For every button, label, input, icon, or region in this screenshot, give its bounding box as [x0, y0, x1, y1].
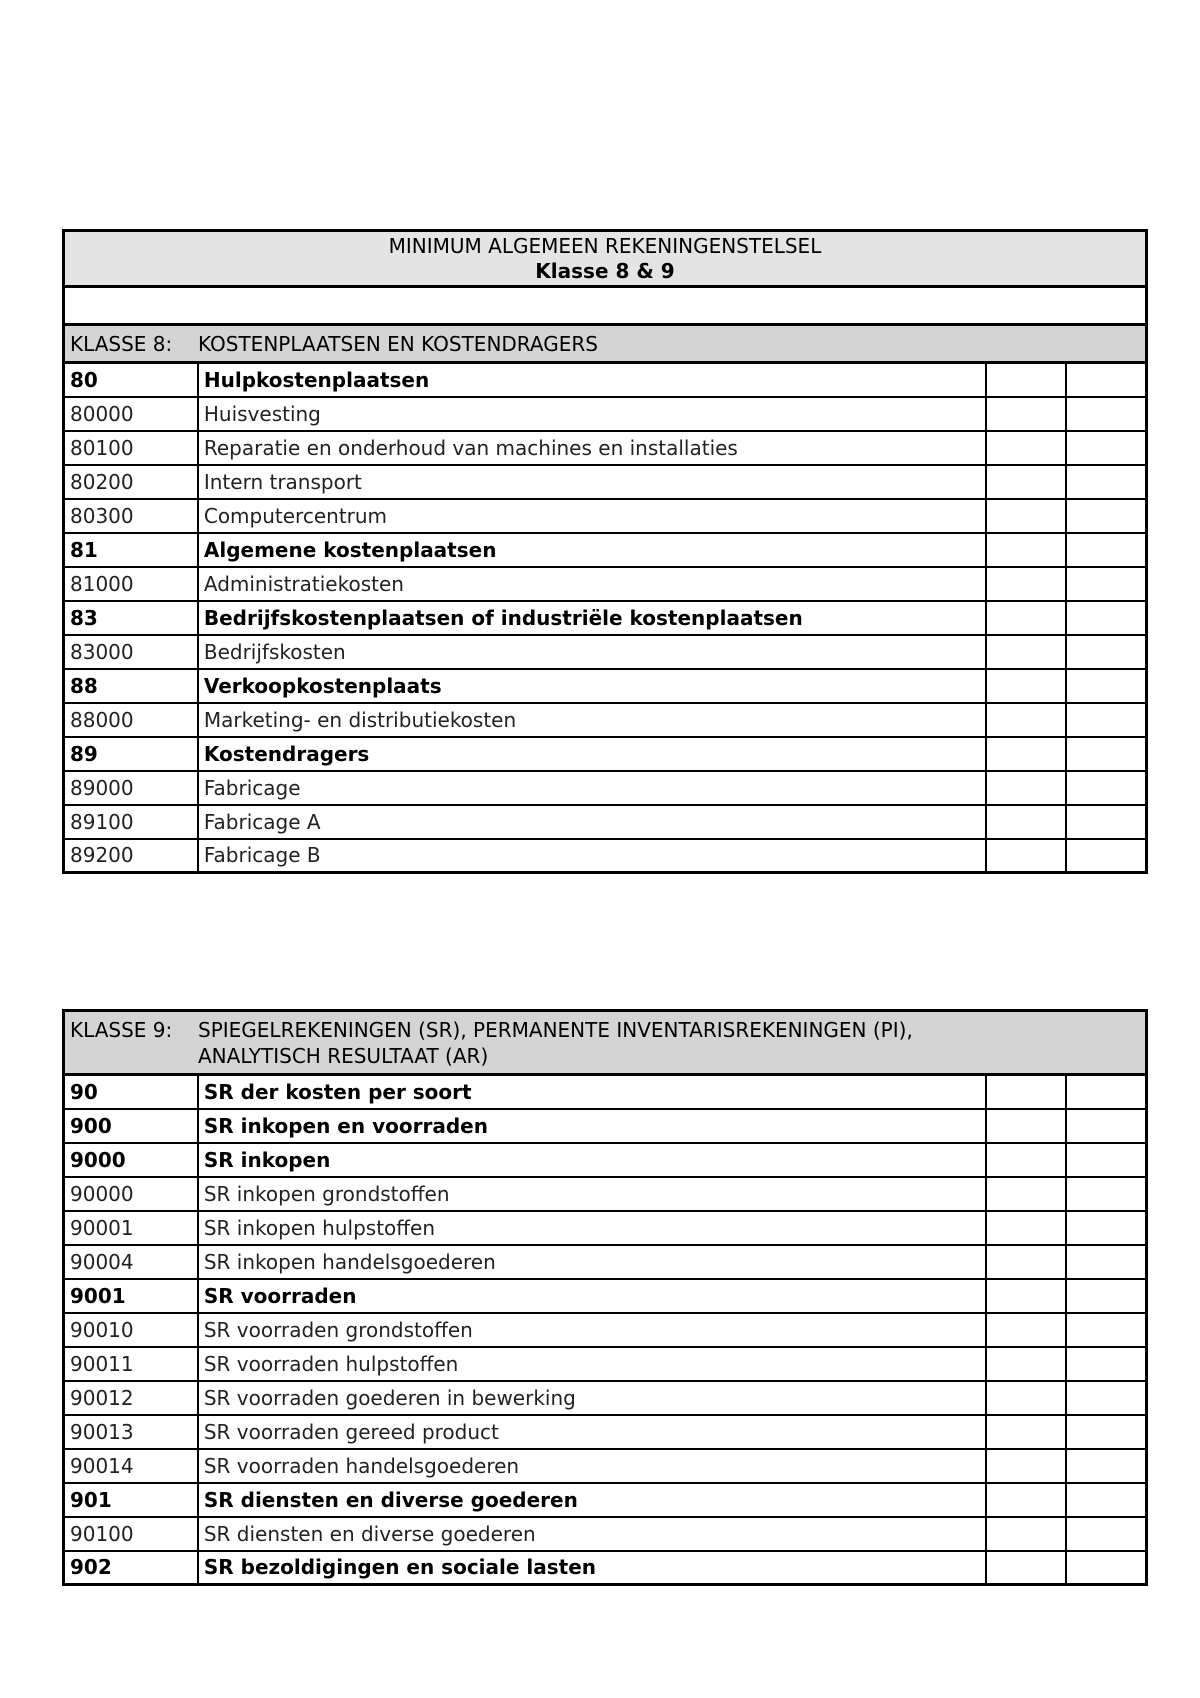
empty-cell-b — [1066, 737, 1146, 771]
account-row — [64, 567, 1147, 601]
empty-cell-b — [1066, 1211, 1146, 1245]
empty-cell-b — [1066, 669, 1146, 703]
empty-cell-b — [1066, 1109, 1146, 1143]
account-row — [64, 1211, 1147, 1245]
account-description: SR inkopen grondstoffen — [198, 1177, 986, 1211]
account-description: SR der kosten per soort — [198, 1075, 986, 1109]
empty-cell-a — [986, 703, 1066, 737]
klasse-8-title: KOSTENPLAATSEN EN KOSTENDRAGERS — [198, 331, 598, 356]
empty-cell-a — [986, 1347, 1066, 1381]
account-description: SR inkopen en voorraden — [198, 1109, 986, 1143]
empty-cell-a — [986, 1381, 1066, 1415]
account-code: 902 — [64, 1551, 198, 1585]
account-description: Administratiekosten — [198, 567, 986, 601]
account-code: 901 — [64, 1483, 198, 1517]
empty-cell-b — [1066, 363, 1146, 397]
empty-cell-a — [986, 1109, 1066, 1143]
account-description: Fabricage A — [198, 805, 986, 839]
empty-cell-a — [986, 499, 1066, 533]
empty-cell-b — [1066, 1483, 1146, 1517]
empty-cell-a — [986, 533, 1066, 567]
klasse-8-label: KLASSE 8: — [70, 331, 173, 356]
empty-cell-a — [986, 1279, 1066, 1313]
empty-cell-a — [986, 1517, 1066, 1551]
account-row — [64, 635, 1147, 669]
account-group-row — [64, 1143, 1147, 1177]
account-description: SR bezoldigingen en sociale lasten — [198, 1551, 986, 1585]
account-code: 80300 — [64, 499, 198, 533]
spacer-row — [64, 287, 1147, 325]
account-code: 90004 — [64, 1245, 198, 1279]
document-title — [64, 231, 1147, 287]
account-group-row — [64, 1551, 1147, 1585]
empty-cell-b — [1066, 1347, 1146, 1381]
document-title-main: MINIMUM ALGEMEEN REKENINGENSTELSEL — [388, 233, 822, 258]
account-row — [64, 1381, 1147, 1415]
account-code: 9001 — [64, 1279, 198, 1313]
empty-cell-a — [986, 1143, 1066, 1177]
account-description: Kostendragers — [198, 737, 986, 771]
account-description: SR diensten en diverse goederen — [198, 1517, 986, 1551]
empty-cell-b — [1066, 839, 1146, 873]
account-code: 88 — [64, 669, 198, 703]
account-code: 81 — [64, 533, 198, 567]
account-description: SR voorraden grondstoffen — [198, 1313, 986, 1347]
account-row — [64, 1449, 1147, 1483]
account-group-row — [64, 669, 1147, 703]
klasse-8-header — [64, 325, 1147, 363]
empty-cell-b — [1066, 771, 1146, 805]
account-description: Verkoopkostenplaats — [198, 669, 986, 703]
empty-cell-b — [1066, 533, 1146, 567]
empty-cell-b — [1066, 1415, 1146, 1449]
account-group-row — [64, 533, 1147, 567]
empty-cell-a — [986, 1483, 1066, 1517]
account-row — [64, 397, 1147, 431]
account-description: Bedrijfskosten — [198, 635, 986, 669]
account-description: Fabricage B — [198, 839, 986, 873]
empty-cell-a — [986, 1211, 1066, 1245]
account-code: 89000 — [64, 771, 198, 805]
empty-cell-b — [1066, 567, 1146, 601]
klasse-9-title — [198, 1017, 913, 1069]
empty-cell-b — [1066, 1143, 1146, 1177]
empty-cell-b — [1066, 1551, 1146, 1585]
account-row — [64, 1347, 1147, 1381]
account-code: 83 — [64, 601, 198, 635]
spacer-cell — [64, 287, 1147, 325]
account-code: 80100 — [64, 431, 198, 465]
empty-cell-b — [1066, 465, 1146, 499]
account-code: 90000 — [64, 1177, 198, 1211]
empty-cell-a — [986, 1313, 1066, 1347]
account-code: 90001 — [64, 1211, 198, 1245]
account-description: SR inkopen hulpstoffen — [198, 1211, 986, 1245]
empty-cell-b — [1066, 1245, 1146, 1279]
klasse-9-title-line2: ANALYTISCH RESULTAAT (AR) — [198, 1043, 489, 1068]
empty-cell-b — [1066, 635, 1146, 669]
empty-cell-b — [1066, 601, 1146, 635]
empty-cell-a — [986, 805, 1066, 839]
account-row — [64, 1177, 1147, 1211]
account-description: Hulpkostenplaatsen — [198, 363, 986, 397]
account-description: Huisvesting — [198, 397, 986, 431]
account-row — [64, 1415, 1147, 1449]
empty-cell-b — [1066, 703, 1146, 737]
account-description: Computercentrum — [198, 499, 986, 533]
account-row — [64, 805, 1147, 839]
account-group-row — [64, 601, 1147, 635]
title-row — [64, 231, 1147, 287]
empty-cell-a — [986, 1075, 1066, 1109]
account-description: Algemene kostenplaatsen — [198, 533, 986, 567]
klasse-9-header — [64, 1011, 1147, 1075]
account-description: SR inkopen — [198, 1143, 986, 1177]
empty-cell-a — [986, 1415, 1066, 1449]
class-header-row — [64, 325, 1147, 363]
account-row — [64, 703, 1147, 737]
klasse-9-label: KLASSE 9: — [70, 1017, 173, 1042]
empty-cell-a — [986, 669, 1066, 703]
account-description: Bedrijfskostenplaatsen of industriële kostenplaatsen — [198, 601, 986, 635]
account-group-row — [64, 737, 1147, 771]
account-group-row — [64, 1279, 1147, 1313]
account-description: SR voorraden handelsgoederen — [198, 1449, 986, 1483]
empty-cell-b — [1066, 499, 1146, 533]
account-group-row — [64, 1483, 1147, 1517]
klasse-9-table — [62, 1009, 1148, 1586]
account-code: 89 — [64, 737, 198, 771]
account-code: 90011 — [64, 1347, 198, 1381]
account-code: 9000 — [64, 1143, 198, 1177]
account-description: SR voorraden hulpstoffen — [198, 1347, 986, 1381]
account-code: 88000 — [64, 703, 198, 737]
account-code: 90 — [64, 1075, 198, 1109]
empty-cell-a — [986, 397, 1066, 431]
account-code: 90100 — [64, 1517, 198, 1551]
account-description: Intern transport — [198, 465, 986, 499]
account-code: 900 — [64, 1109, 198, 1143]
empty-cell-a — [986, 465, 1066, 499]
empty-cell-b — [1066, 1177, 1146, 1211]
empty-cell-a — [986, 1177, 1066, 1211]
account-description: SR inkopen handelsgoederen — [198, 1245, 986, 1279]
account-row — [64, 1245, 1147, 1279]
account-code: 80000 — [64, 397, 198, 431]
empty-cell-a — [986, 363, 1066, 397]
empty-cell-a — [986, 839, 1066, 873]
account-code: 81000 — [64, 567, 198, 601]
account-row — [64, 1313, 1147, 1347]
empty-cell-b — [1066, 1381, 1146, 1415]
account-code: 90010 — [64, 1313, 198, 1347]
empty-cell-a — [986, 1245, 1066, 1279]
empty-cell-b — [1066, 431, 1146, 465]
empty-cell-b — [1066, 805, 1146, 839]
account-group-row — [64, 1075, 1147, 1109]
account-code: 90012 — [64, 1381, 198, 1415]
account-row — [64, 839, 1147, 873]
account-description: SR voorraden goederen in bewerking — [198, 1381, 986, 1415]
empty-cell-b — [1066, 397, 1146, 431]
account-description: SR voorraden — [198, 1279, 986, 1313]
account-row — [64, 431, 1147, 465]
empty-cell-a — [986, 737, 1066, 771]
account-group-row — [64, 1109, 1147, 1143]
empty-cell-a — [986, 567, 1066, 601]
empty-cell-b — [1066, 1313, 1146, 1347]
account-description: Fabricage — [198, 771, 986, 805]
klasse-9-title-line1: SPIEGELREKENINGEN (SR), PERMANENTE INVENTARISREKENINGEN (PI), — [198, 1017, 913, 1042]
empty-cell-b — [1066, 1517, 1146, 1551]
account-code: 89100 — [64, 805, 198, 839]
account-row — [64, 499, 1147, 533]
empty-cell-a — [986, 601, 1066, 635]
account-code: 90014 — [64, 1449, 198, 1483]
account-row — [64, 465, 1147, 499]
empty-cell-a — [986, 431, 1066, 465]
account-code: 80200 — [64, 465, 198, 499]
account-description: Reparatie en onderhoud van machines en installaties — [198, 431, 986, 465]
empty-cell-b — [1066, 1279, 1146, 1313]
account-code: 90013 — [64, 1415, 198, 1449]
account-description: SR diensten en diverse goederen — [198, 1483, 986, 1517]
account-description: SR voorraden gereed product — [198, 1415, 986, 1449]
empty-cell-a — [986, 771, 1066, 805]
account-group-row — [64, 363, 1147, 397]
account-row — [64, 1517, 1147, 1551]
account-row — [64, 771, 1147, 805]
empty-cell-a — [986, 635, 1066, 669]
empty-cell-a — [986, 1551, 1066, 1585]
account-code: 80 — [64, 363, 198, 397]
empty-cell-b — [1066, 1075, 1146, 1109]
account-code: 89200 — [64, 839, 198, 873]
document-subtitle: Klasse 8 & 9 — [535, 258, 675, 283]
account-description: Marketing- en distributiekosten — [198, 703, 986, 737]
klasse-8-table — [62, 229, 1148, 874]
class-header-row — [64, 1011, 1147, 1075]
account-code: 83000 — [64, 635, 198, 669]
empty-cell-b — [1066, 1449, 1146, 1483]
empty-cell-a — [986, 1449, 1066, 1483]
